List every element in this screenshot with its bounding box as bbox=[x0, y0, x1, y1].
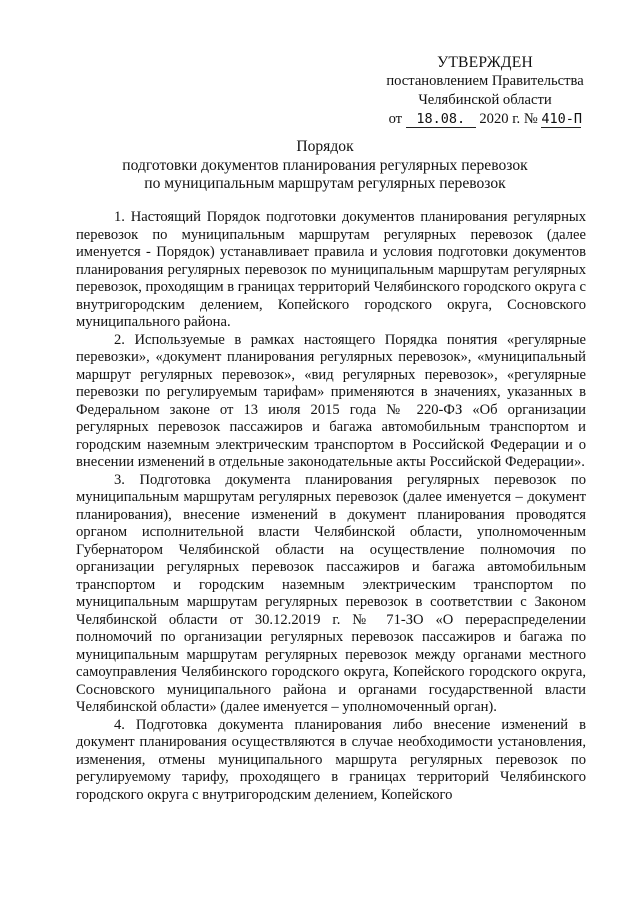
title-line-3: по муниципальным маршрутам регулярных перевозок bbox=[144, 175, 506, 192]
approval-date-line bbox=[380, 110, 590, 129]
approval-block bbox=[380, 53, 590, 129]
date-prefix: от bbox=[388, 111, 403, 127]
date-year: 2020 г. № bbox=[479, 111, 538, 127]
handwritten-number: 410-П bbox=[541, 111, 583, 127]
title-line-1: Порядок bbox=[296, 138, 354, 155]
approval-heading: УТВЕРЖДЕН bbox=[437, 54, 533, 71]
paragraph-1: 1. Настоящий Порядок подготовки документов планирования регулярных перевозок по муниципальным маршрутам регулярных перевозок (далее именуется - Порядок) устанавливает правила и условия подготовки документов планирования регулярных перевозок по муниципальным маршрутам регулярных перевозок, проходящим в границах территорий Челябинского городского округа с внутригородским делением, Копейского городского округа, Сосновского муниципального района. bbox=[76, 209, 586, 330]
handwritten-date: 18.08. bbox=[406, 112, 476, 128]
approval-line-2: Челябинской области bbox=[418, 92, 552, 108]
approval-line-1: постановлением Правительства bbox=[386, 73, 584, 89]
paragraph-3: 3. Подготовка документа планирования регулярных перевозок по муниципальным маршрутам регулярных перевозок (далее именуется – документ планирования), внесение изменений в документ планирования проводятся органом исполнительной власти Челябинской области, уполномоченным Губернатором Челябинской области на осуществление полномочия по организации регулярных перевозок пассажиров и багажа автомобильным транспортом и городским наземным электрическим транспортом по муниципальным маршрутам регулярных перевозок в соответствии с Законом Челябинской области от 30.12.2019 г. № 71-ЗО «О перераспределении полномочий по организации регулярных перевозок пассажиров и багажа по муниципальным маршрутам регулярных перевозок между органами местного самоуправления Челябинского городского округа, Копейского городского округа, Сосновского муниципального района и органами государственной власти Челябинской области» (далее именуется – уполномоченный орган). bbox=[76, 471, 586, 715]
title-line-2: подготовки документов планирования регулярных перевозок bbox=[122, 156, 528, 174]
paragraph-2: 2. Используемые в рамках настоящего Порядка понятия «регулярные перевозки», «документ планирования регулярных перевозок», «муниципальный маршрут регулярных перевозок», «вид регулярных перевозок», «регулярные перевозки по регулируемым тарифам» применяются в значениях, указанных в Федеральном законе от 13 июля 2015 года № 220-ФЗ «Об организации регулярных перевозок пассажиров и багажа автомобильным транспортом и городским наземным электрическим транспортом в Российской Федерации и о внесении изменений в отдельные законодательные акты Российской Федерации». bbox=[76, 331, 586, 470]
paragraph-4: 4. Подготовка документа планирования либо внесение изменений в документ планирования осуществляются в случае необходимости установления, изменения, отмены муниципального маршрута регулярных перевозок по регулируемому тарифу, проходящего в границах территорий Челябинского городского округа с внутригородским делением, Копейского bbox=[76, 716, 586, 803]
document-body bbox=[76, 209, 586, 804]
document-title bbox=[60, 138, 590, 194]
